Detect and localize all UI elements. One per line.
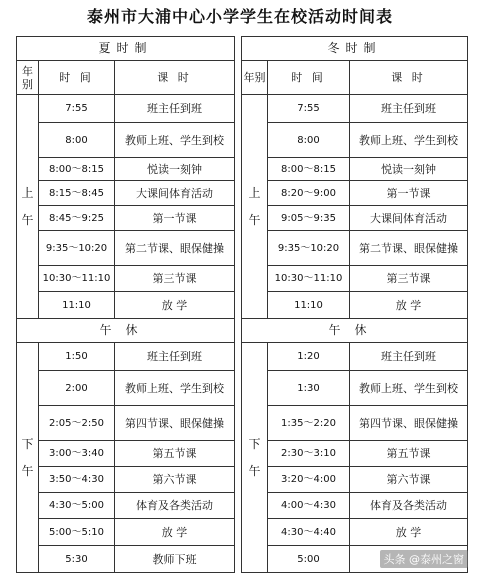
time-cell: 2:00 bbox=[39, 371, 115, 406]
activity-cell: 放 学 bbox=[350, 519, 468, 546]
time-cell: 1:30 bbox=[268, 371, 350, 406]
time-cell: 1:20 bbox=[268, 343, 350, 371]
time-column-header: 时 间 bbox=[39, 61, 115, 95]
activity-cell: 大课间体育活动 bbox=[350, 206, 468, 231]
activity-cell: 教师上班、学生到校 bbox=[115, 123, 235, 158]
activity-cell: 体育及各类活动 bbox=[350, 493, 468, 519]
morning-label-char: 午 bbox=[248, 212, 261, 227]
afternoon-label-char: 午 bbox=[248, 463, 261, 478]
activity-cell: 放 学 bbox=[115, 519, 235, 546]
summer-schedule-table bbox=[16, 36, 235, 573]
noon-break-row: 午休 bbox=[242, 319, 468, 343]
table-row bbox=[17, 231, 235, 266]
class-column-header: 课 时 bbox=[115, 61, 235, 95]
activity-cell: 第三节课 bbox=[115, 266, 235, 292]
table-row bbox=[242, 493, 468, 519]
table-row bbox=[242, 343, 468, 371]
source-watermark: 头条 @泰州之窗 bbox=[380, 550, 469, 568]
table-row bbox=[17, 519, 235, 546]
table-row bbox=[17, 206, 235, 231]
class-column-header: 课 时 bbox=[350, 61, 468, 95]
table-row bbox=[17, 181, 235, 206]
activity-cell: 第四节课、眼保健操 bbox=[350, 406, 468, 441]
time-cell: 3:00～3:40 bbox=[39, 441, 115, 467]
table-row bbox=[242, 206, 468, 231]
time-cell: 9:35～10:20 bbox=[268, 231, 350, 266]
time-column-header: 时 间 bbox=[268, 61, 350, 95]
time-cell: 7:55 bbox=[39, 95, 115, 123]
table-row bbox=[17, 158, 235, 181]
morning-label-char: 午 bbox=[21, 212, 34, 227]
afternoon-label-char: 下 bbox=[248, 436, 261, 451]
grade-column-header: 年别 bbox=[242, 61, 268, 95]
table-row bbox=[17, 95, 235, 123]
summer-header: 夏时制 bbox=[17, 37, 235, 61]
table-row bbox=[17, 546, 235, 573]
time-cell: 3:20～4:00 bbox=[268, 467, 350, 493]
time-cell: 8:00 bbox=[268, 123, 350, 158]
table-row bbox=[242, 95, 468, 123]
table-row bbox=[242, 292, 468, 319]
time-cell: 1:35～2:20 bbox=[268, 406, 350, 441]
time-cell: 8:00～8:15 bbox=[268, 158, 350, 181]
time-cell: 1:50 bbox=[39, 343, 115, 371]
table-row bbox=[242, 266, 468, 292]
activity-cell: 第二节课、眼保健操 bbox=[350, 231, 468, 266]
table-row bbox=[242, 371, 468, 406]
activity-cell: 放 学 bbox=[115, 292, 235, 319]
activity-cell: 班主任到班 bbox=[115, 95, 235, 123]
table-row bbox=[17, 371, 235, 406]
morning-label-char: 上 bbox=[21, 185, 34, 200]
table-row bbox=[242, 123, 468, 158]
activity-cell: 第一节课 bbox=[115, 206, 235, 231]
table-row bbox=[242, 158, 468, 181]
time-cell: 7:55 bbox=[268, 95, 350, 123]
activity-cell: 班主任到班 bbox=[115, 343, 235, 371]
time-cell: 4:30～5:00 bbox=[39, 493, 115, 519]
activity-cell: 第四节课、眼保健操 bbox=[115, 406, 235, 441]
noon-break-row: 午休 bbox=[17, 319, 235, 343]
activity-cell: 教师下班 bbox=[115, 546, 235, 573]
activity-cell: 第六节课 bbox=[115, 467, 235, 493]
time-cell: 8:00～8:15 bbox=[39, 158, 115, 181]
page-title: 泰州市大浦中心小学学生在校活动时间表 bbox=[86, 7, 393, 26]
time-cell: 11:10 bbox=[39, 292, 115, 319]
table-row bbox=[242, 441, 468, 467]
activity-cell: 第二节课、眼保健操 bbox=[115, 231, 235, 266]
time-cell: 5:00～5:10 bbox=[39, 519, 115, 546]
grade-column-header: 年别 bbox=[17, 61, 39, 95]
activity-cell: 第六节课 bbox=[350, 467, 468, 493]
time-cell: 4:30～4:40 bbox=[268, 519, 350, 546]
table-row bbox=[17, 493, 235, 519]
activity-cell: 班主任到班 bbox=[350, 95, 468, 123]
morning-label bbox=[17, 95, 39, 319]
winter-schedule-table bbox=[241, 36, 468, 573]
table-row bbox=[17, 343, 235, 371]
table-row bbox=[242, 406, 468, 441]
table-row bbox=[242, 231, 468, 266]
table-row bbox=[242, 467, 468, 493]
activity-cell: 教师上班、学生到校 bbox=[115, 371, 235, 406]
activity-cell: 悦读一刻钟 bbox=[115, 158, 235, 181]
time-cell: 9:35～10:20 bbox=[39, 231, 115, 266]
activity-cell: 大课间体育活动 bbox=[115, 181, 235, 206]
time-cell: 5:00 bbox=[268, 546, 350, 573]
afternoon-label-char: 午 bbox=[21, 463, 34, 478]
activity-cell: 班主任到班 bbox=[350, 343, 468, 371]
time-cell: 8:45～9:25 bbox=[39, 206, 115, 231]
activity-cell: 教师上班、学生到校 bbox=[350, 371, 468, 406]
time-cell: 2:30～3:10 bbox=[268, 441, 350, 467]
activity-cell: 第三节课 bbox=[350, 266, 468, 292]
activity-cell: 第五节课 bbox=[115, 441, 235, 467]
time-cell: 3:50～4:30 bbox=[39, 467, 115, 493]
time-cell: 11:10 bbox=[268, 292, 350, 319]
activity-cell: 悦读一刻钟 bbox=[350, 158, 468, 181]
time-cell: 5:30 bbox=[39, 546, 115, 573]
table-row bbox=[242, 181, 468, 206]
time-cell: 8:15～8:45 bbox=[39, 181, 115, 206]
winter-header: 冬时制 bbox=[242, 37, 468, 61]
activity-cell: 第一节课 bbox=[350, 181, 468, 206]
activity-cell: 放 学 bbox=[350, 292, 468, 319]
afternoon-label bbox=[17, 343, 39, 573]
table-row bbox=[17, 292, 235, 319]
table-row bbox=[17, 406, 235, 441]
afternoon-label bbox=[242, 343, 268, 573]
table-row bbox=[17, 467, 235, 493]
time-cell: 10:30～11:10 bbox=[39, 266, 115, 292]
morning-label bbox=[242, 95, 268, 319]
time-cell: 8:00 bbox=[39, 123, 115, 158]
time-cell: 8:20～9:00 bbox=[268, 181, 350, 206]
time-cell: 4:00～4:30 bbox=[268, 493, 350, 519]
activity-cell: 第五节课 bbox=[350, 441, 468, 467]
morning-label-char: 上 bbox=[248, 185, 261, 200]
table-row bbox=[242, 519, 468, 546]
afternoon-label-char: 下 bbox=[21, 436, 34, 451]
table-row bbox=[17, 441, 235, 467]
time-cell: 2:05～2:50 bbox=[39, 406, 115, 441]
activity-cell: 教师上班、学生到校 bbox=[350, 123, 468, 158]
table-row bbox=[17, 123, 235, 158]
time-cell: 10:30～11:10 bbox=[268, 266, 350, 292]
time-cell: 9:05～9:35 bbox=[268, 206, 350, 231]
activity-cell: 体育及各类活动 bbox=[115, 493, 235, 519]
table-row bbox=[17, 266, 235, 292]
